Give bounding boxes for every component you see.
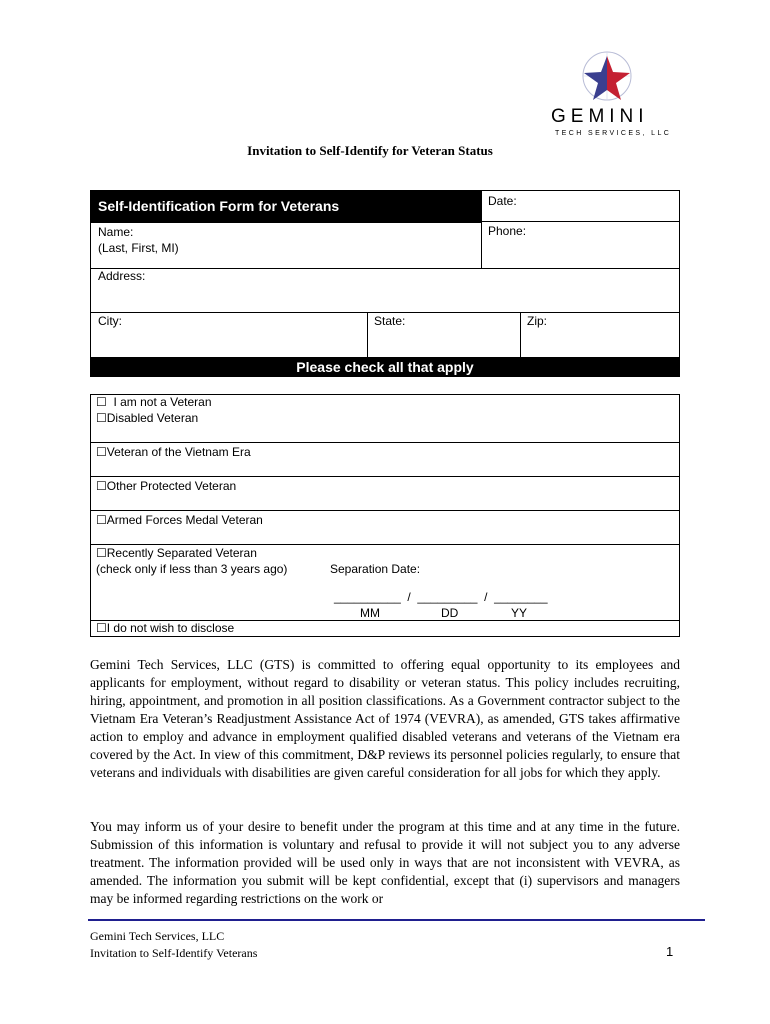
yy-label: YY [511, 606, 528, 620]
date-label: Date: [488, 194, 517, 208]
star-logo-icon [567, 48, 647, 108]
form-header: Self-Identification Form for Veterans [90, 190, 481, 222]
name-sublabel: (Last, First, MI) [98, 241, 179, 255]
recently-separated-note: (check only if less than 3 years ago) [96, 562, 288, 576]
zip-field[interactable] [521, 312, 679, 357]
zip-label: Zip: [527, 314, 548, 328]
dd-label: DD [441, 606, 459, 620]
state-field[interactable] [368, 312, 520, 357]
option-label: Veteran of the Vietnam Era [106, 445, 251, 459]
footer [90, 928, 257, 962]
checkbox-icon[interactable]: ☐ [96, 621, 107, 635]
document-title: Invitation to Self-Identify for Veteran Status [247, 143, 493, 158]
footer-divider [88, 919, 705, 921]
gemini-logo [545, 48, 670, 140]
footer-doc-name: Invitation to Self-Identify Veterans [90, 946, 258, 960]
city-label: City: [98, 314, 122, 328]
name-label: Name: [98, 225, 134, 239]
date-field[interactable] [482, 190, 679, 222]
checkbox-icon[interactable]: ☐ [96, 546, 107, 560]
option-no-disclose[interactable] [96, 621, 234, 635]
separation-date-input[interactable]: __________ / _________ / ________ [334, 590, 548, 604]
option-not-veteran[interactable] [96, 395, 212, 409]
name-field[interactable] [90, 222, 481, 268]
option-vietnam-veteran[interactable] [96, 445, 251, 459]
checkbox-icon[interactable]: ☐ [96, 445, 107, 459]
option-label: Disabled Veteran [106, 411, 199, 425]
state-label: State: [374, 314, 406, 328]
option-disabled-veteran[interactable] [96, 411, 198, 425]
logo-subtitle: TECH SERVICES, LLC [555, 130, 672, 137]
logo-wordmark: GEMINI [551, 106, 649, 127]
option-label: Other Protected Veteran [106, 479, 237, 493]
option-label: I am not a Veteran [113, 395, 212, 409]
option-other-protected[interactable] [96, 479, 236, 493]
checkbox-icon[interactable]: ☐ [96, 479, 107, 493]
separation-date-label: Separation Date: [330, 562, 421, 576]
option-label: I do not wish to disclose [106, 621, 235, 635]
option-armed-forces[interactable] [96, 513, 263, 527]
footer-company: Gemini Tech Services, LLC [90, 929, 225, 943]
policy-paragraph-2: You may inform us of your desire to benefit under the program at this time and at any time in the future. Submission of this information is voluntary and refusal to provide it will not subject you to any adverse treatment. The information provided will be used only in ways that are not inconsistent with VEVRA, as amended. The information you submit will be kept confidential, except that (i) supervisors and managers may be informed regarding restrictions on the work or [90, 819, 680, 906]
option-recently-separated[interactable] [96, 546, 257, 560]
option-label: Armed Forces Medal Veteran [106, 513, 263, 527]
phone-label: Phone: [488, 224, 527, 238]
mm-label: MM [360, 606, 380, 620]
phone-field[interactable] [482, 222, 679, 268]
page-number: 1 [666, 944, 674, 959]
policy-paragraph-1: Gemini Tech Services, LLC (GTS) is committed to offering equal opportunity to its employees and applicants for employment, without regard to disability or veteran status. This policy includes recruiting, hiring, appointment, and promotion in all position classifications. As a Government contractor subject to the Vietnam Era Veteran’s Readjustment Assistance Act of 1974 (VEVRA), as amended, GTS takes affirmative action to employ and advance in employment qualified disabled veterans and veterans of the Vietnam era covered by the Act. In view of this commitment, D&P reviews its personnel policies regularly, to ensure that veterans and individuals with disabilities are given careful consideration for all jobs for which they apply. [90, 657, 680, 780]
option-label: Recently Separated Veteran [106, 546, 257, 560]
checkbox-icon[interactable]: ☐ [96, 411, 107, 425]
check-header: Please check all that apply [90, 357, 680, 377]
checkbox-icon[interactable]: ☐ [96, 395, 107, 409]
address-field[interactable] [90, 268, 680, 312]
address-label: Address: [98, 269, 146, 283]
checkbox-icon[interactable]: ☐ [96, 513, 107, 527]
city-field[interactable] [90, 312, 367, 357]
